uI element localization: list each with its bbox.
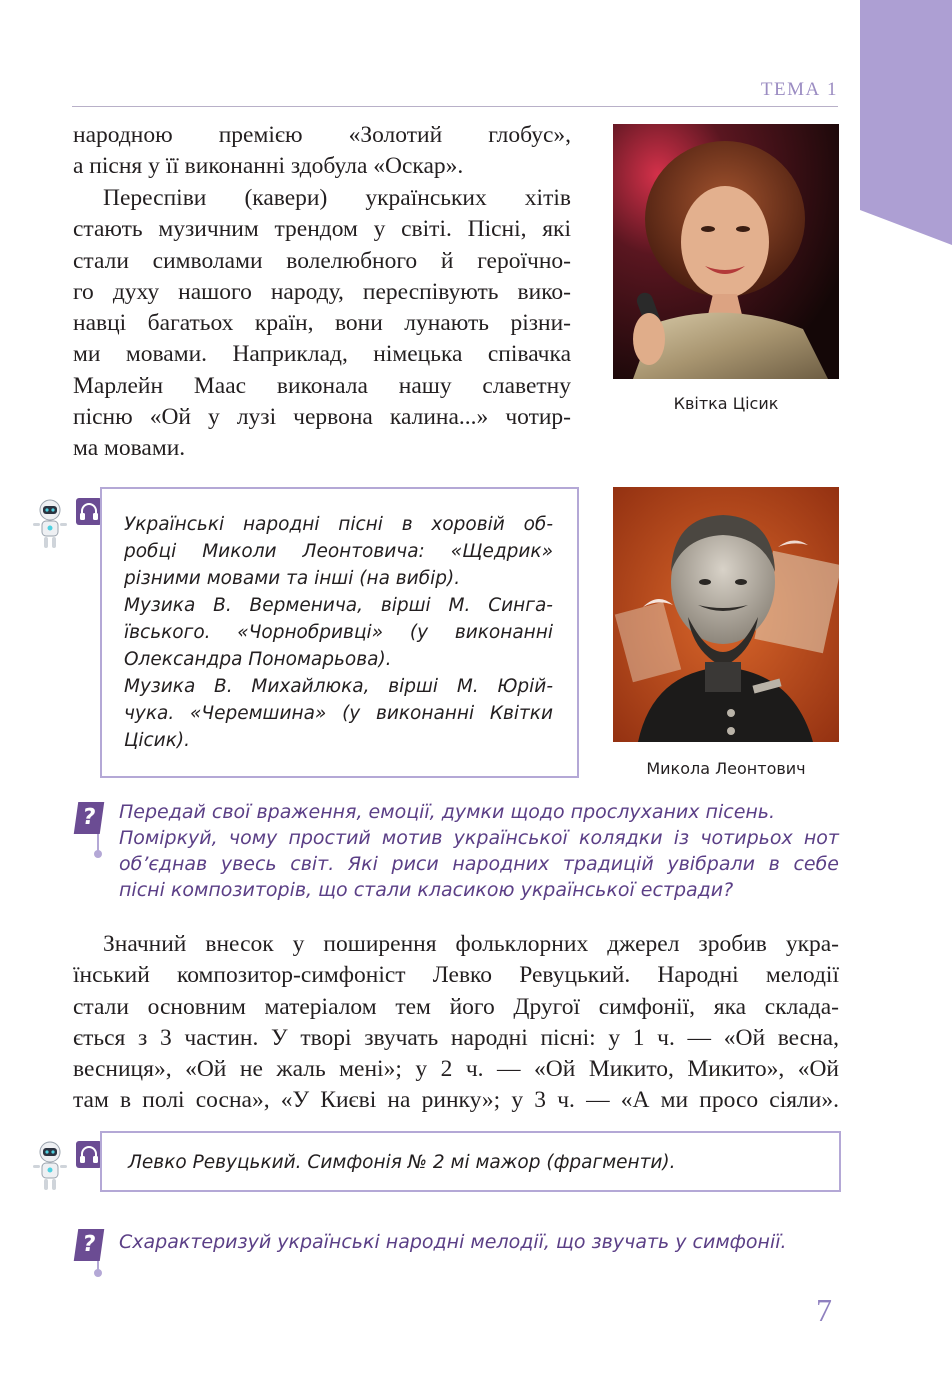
headphones-icon [76, 498, 102, 525]
listening-box [100, 1131, 841, 1192]
text-line: стають музичним трендом у світі. Пісні, які [73, 216, 571, 243]
listening-text [124, 511, 553, 754]
text-line: чука. «Черемшина» (у виконанні Квітки [124, 703, 553, 724]
question-dot [94, 850, 102, 858]
text-line: стали основним матеріалом тем його Другої симфонії, яка склада- [73, 993, 839, 1020]
text-line: ється з 3 частин. У творі звучать народні пісні: у 1 ч. — «Ой весна, [73, 1024, 839, 1051]
covers-paragraph [73, 183, 571, 465]
text-line: пісні композиторів, що стали класикою української естради? [119, 879, 734, 901]
question-text: Схарактеризуй українські народні мелодії, що звучать у симфонії. [119, 1231, 787, 1253]
text-line: Музика В. Михайлюка, вірші М. Юрій- [124, 676, 553, 697]
photo-caption: Микола Леонтович [646, 759, 806, 778]
listening-text: Левко Ревуцький. Симфонія № 2 мі мажор (фрагменти). [128, 1152, 676, 1173]
text-line: го духу нашого народу, переспівують вико- [73, 278, 571, 305]
text-line: Музика В. Верменича, вірші М. Синга- [124, 595, 553, 616]
text-line: об’єднав увесь світ. Які риси народних традицій увібрали в себе [119, 853, 839, 875]
question-icon: ? [74, 1229, 104, 1261]
text-line: їнський композитор-симфоніст Левко Ревуцький. Народні мелодії [73, 962, 839, 989]
text-line: ми мовами. Наприклад, німецька співачка [73, 341, 571, 368]
text-line: там в полі сосна», «У Києві на ринку»; у 3 ч. — «А ми просо сіяли». [73, 1087, 839, 1114]
question-text [119, 799, 839, 903]
text-line: стали символами волелюбного й героїчно- [73, 247, 571, 274]
text-line: весниця», «Ой не жаль мені»; у 2 ч. — «Ой Микито, Микито», «Ой [73, 1056, 839, 1083]
topic-header: ТЕМА 1 [760, 79, 838, 100]
photo-kvitka-tsisyk [613, 124, 839, 379]
text-line: Олександра Пономарьова). [124, 649, 392, 670]
photo-mykola-leontovych [613, 487, 839, 742]
chapter-corner-tab [860, 0, 952, 245]
text-line: пісню «Ой у лузі червона калина...» чотир- [73, 404, 571, 431]
text-line: Передай свої враження, емоції, думки щодо прослуханих пісень. [119, 801, 776, 823]
headphones-icon [76, 1141, 102, 1168]
photo-caption: Квітка Цісик [673, 394, 779, 413]
listening-box [100, 487, 579, 778]
intro-paragraph [73, 120, 571, 183]
text-line: Значний внесок у поширення фольклорних джерел зробив укра- [103, 931, 839, 957]
text-line: а пісня у її виконанні здобула «Оскар». [73, 153, 464, 180]
question-icon: ? [74, 802, 104, 834]
header-divider [72, 106, 838, 107]
text-line: Українські народні пісні в хоровій об- [124, 514, 553, 535]
question-dot [94, 1269, 102, 1277]
text-line: навці багатьох країн, вони лунають різни- [73, 310, 571, 337]
text-line: робці Миколи Леонтовича: «Щедрик» [124, 541, 553, 562]
text-line: ївського. «Чорнобривці» (у виконанні [124, 622, 553, 643]
text-line: Поміркуй, чому простий мотив української колядки із чотирьох нот [119, 827, 839, 849]
robot-mascot-icon [30, 1140, 70, 1192]
page-number: 7 [816, 1292, 832, 1328]
text-line: різними мовами та інші (на вибір). [124, 568, 461, 589]
text-line: Марлейн Маас виконала нашу славетну [73, 372, 571, 399]
robot-mascot-icon [30, 498, 70, 550]
text-line: Цісик). [124, 730, 190, 751]
revutsky-paragraph [73, 929, 839, 1117]
text-line: народною премією «Золотий глобус», [73, 122, 571, 148]
text-line: Переспіви (кавери) українських хітів [103, 185, 571, 211]
text-line: ма мовами. [73, 435, 186, 462]
